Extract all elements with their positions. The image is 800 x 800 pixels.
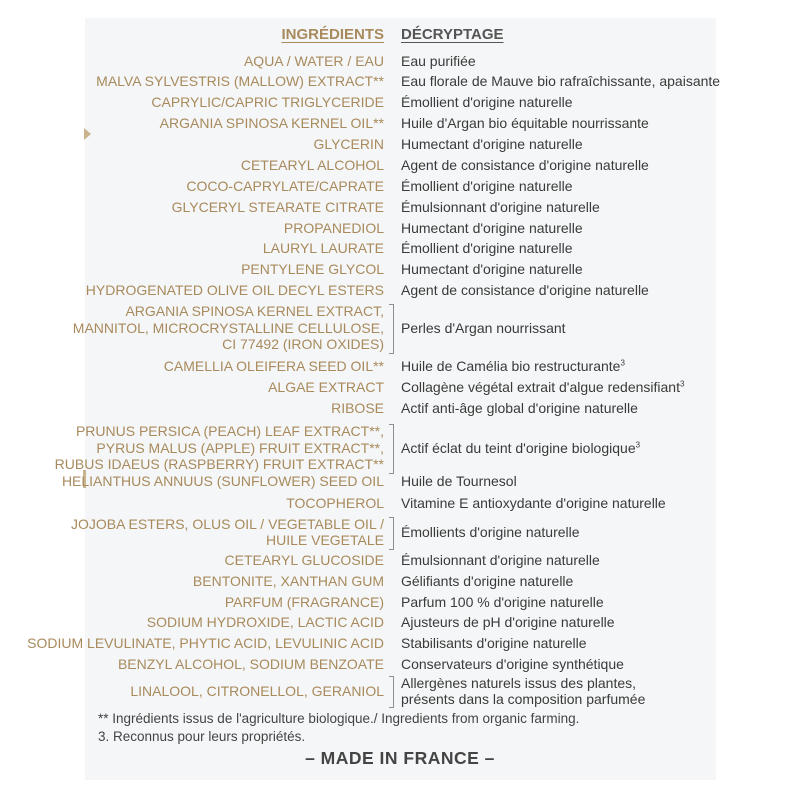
ingredient-name <box>130 682 384 700</box>
description-text: Huile de Tournesol <box>401 473 517 489</box>
ingredient-line: RIBOSE <box>331 400 384 416</box>
ingredient-name <box>151 93 384 111</box>
ingredient-name <box>186 177 384 195</box>
description-line <box>401 614 615 630</box>
ingredient-line: PRUNUS PERSICA (PEACH) LEAF EXTRACT**, <box>75 423 384 440</box>
ingredient-name <box>225 551 385 569</box>
ingredient-line: PROPANEDIOL <box>283 220 384 236</box>
description-line <box>401 282 649 298</box>
ingredient-description <box>401 552 600 568</box>
description-line <box>401 691 645 707</box>
description-line <box>401 675 645 691</box>
ingredient-name <box>241 260 384 278</box>
ingredient-description <box>401 400 638 416</box>
description-line <box>401 635 587 651</box>
ingredient-description <box>401 199 600 215</box>
description-line <box>401 220 583 236</box>
ingredient-name <box>71 516 384 549</box>
ingredient-description <box>401 358 625 374</box>
description-line <box>401 573 573 589</box>
description-text: Gélifiants d'origine naturelle <box>401 573 574 589</box>
footnote-organic: ** Ingrédients issus de l'agriculture biologique./ Ingredients from organic farming. <box>98 711 580 726</box>
ingredient-description <box>401 594 604 610</box>
description-line <box>401 320 566 336</box>
ingredient-description <box>401 473 517 489</box>
ingredient-name <box>118 655 384 673</box>
ingredient-description <box>401 656 624 672</box>
ingredient-description <box>401 261 583 277</box>
footnote-reference: 3. Reconnus pour leurs propriétés. <box>98 729 306 744</box>
decorative-arrow-shape <box>84 128 91 140</box>
description-text: Collagène végétal extrait d'algue redensifiant <box>401 379 680 395</box>
ingredient-name <box>147 613 384 631</box>
ingredient-description <box>401 282 649 298</box>
description-text: Émollients d'origine naturelle <box>401 524 580 540</box>
ingredient-line: LAURYL LAURATE <box>262 240 384 256</box>
ingredient-description <box>401 675 645 707</box>
ingredient-name <box>268 378 384 396</box>
description-text: Eau florale de Mauve bio rafraîchissante, apaisante <box>401 73 721 89</box>
ingredient-line: PYRUS MALUS (APPLE) FRUIT EXTRACT**, <box>96 439 384 456</box>
ingredient-line: JOJOBA ESTERS, OLUS OIL / VEGETABLE OIL / <box>70 515 384 532</box>
ingredient-line: ALGAE EXTRACT <box>268 379 384 395</box>
footnote-marker: 3 <box>620 358 625 368</box>
ingredient-line: HELIANTHUS ANNUUS (SUNFLOWER) SEED OIL <box>61 473 384 489</box>
ingredient-description <box>401 614 615 630</box>
ingredient-line: CETEARYL GLUCOSIDE <box>224 552 384 568</box>
ingredient-description <box>401 73 720 89</box>
made-in-france: – MADE IN FRANCE – <box>305 748 495 768</box>
ingredient-description <box>401 157 649 173</box>
description-line <box>401 594 604 610</box>
ingredient-line: PARFUM (FRAGRANCE) <box>224 594 384 610</box>
ingredient-name <box>86 281 384 299</box>
ingredient-description <box>401 115 649 131</box>
ingredient-name <box>172 198 384 216</box>
description-text: Émollient d'origine naturelle <box>401 240 573 256</box>
description-text: Perles d'Argan nourrissant <box>401 320 566 336</box>
description-line <box>401 495 666 511</box>
description-text: Émulsionnant d'origine naturelle <box>401 199 600 215</box>
description-line <box>401 656 624 672</box>
ingredient-line: SODIUM LEVULINATE, PHYTIC ACID, LEVULINIC ACID <box>27 635 384 651</box>
description-text: Conservateurs d'origine synthétique <box>401 656 624 672</box>
ingredient-line: HYDROGENATED OLIVE OIL DECYL ESTERS <box>85 282 384 298</box>
ingredient-line: RUBUS IDAEUS (RASPBERRY) FRUIT EXTRACT** <box>54 456 384 473</box>
ingredient-description <box>401 320 566 336</box>
description-text: Agent de consistance d'origine naturelle <box>401 282 649 298</box>
description-line <box>401 94 573 110</box>
description-line <box>401 524 580 540</box>
ingredient-description <box>401 53 476 69</box>
ingredient-line: BENZYL ALCOHOL, SODIUM BENZOATE <box>117 656 384 672</box>
description-line <box>401 261 583 277</box>
ingredient-description <box>401 379 684 395</box>
description-text: Humectant d'origine naturelle <box>401 220 583 236</box>
description-text: Parfum 100 % d'origine naturelle <box>401 594 604 610</box>
ingredient-name <box>55 423 384 473</box>
description-text: présents dans la composition parfumée <box>401 691 646 707</box>
description-line <box>401 115 649 131</box>
ingredient-name <box>164 357 384 375</box>
ingredient-name <box>73 303 384 353</box>
ingredient-line: CAMELLIA OLEIFERA SEED OIL** <box>163 358 384 374</box>
description-text: Émollient d'origine naturelle <box>401 94 573 110</box>
ingredient-line: TOCOPHEROL <box>286 495 384 511</box>
ingredient-name <box>263 239 384 257</box>
description-text: Eau purifiée <box>401 53 476 69</box>
description-line <box>401 73 720 89</box>
ingredient-description <box>401 136 583 152</box>
ingredient-description <box>401 240 573 256</box>
ingredient-name <box>241 156 384 174</box>
ingredient-line: MANNITOL, MICROCRYSTALLINE CELLULOSE, <box>72 319 384 336</box>
ingredient-line: MALVA SYLVESTRIS (MALLOW) EXTRACT** <box>96 73 384 89</box>
description-line <box>401 379 684 395</box>
ingredient-line: CI 77492 (IRON OXIDES) <box>222 336 384 353</box>
ingredient-line: SODIUM HYDROXIDE, LACTIC ACID <box>146 614 384 630</box>
ingredient-line: LINALOOL, CITRONELLOL, GERANIOL <box>130 683 384 699</box>
description-text: Vitamine E antioxydante d'origine naturelle <box>401 495 666 511</box>
description-text: Allergènes naturels issus des plantes, <box>401 675 637 691</box>
ingredient-description <box>401 178 573 194</box>
description-line <box>401 240 573 256</box>
decryptage-header: DÉCRYPTAGE <box>401 26 504 43</box>
ingredient-line: CAPRYLIC/CAPRIC TRIGLYCERIDE <box>151 94 384 110</box>
description-text: Huile de Camélia bio restructurante <box>401 358 621 374</box>
ingredient-line: HUILE VEGETALE <box>265 532 384 548</box>
ingredient-name <box>193 572 384 590</box>
ingredient-name <box>160 114 384 132</box>
description-line <box>401 440 640 456</box>
description-line <box>401 199 600 215</box>
ingredient-line: GLYCERIN <box>313 136 384 152</box>
ingredient-line: COCO-CAPRYLATE/CAPRATE <box>186 178 384 194</box>
group-bracket <box>389 517 394 550</box>
ingredient-line: ARGANIA SPINOSA KERNEL EXTRACT, <box>125 303 384 320</box>
ingredients-header: INGRÉDIENTS <box>281 26 384 43</box>
ingredient-line: AQUA / WATER / EAU <box>243 53 384 69</box>
description-text: Stabilisants d'origine naturelle <box>401 635 587 651</box>
ingredient-name <box>331 399 384 417</box>
footnote-marker: 3 <box>679 379 685 389</box>
description-text: Ajusteurs de pH d'origine naturelle <box>401 614 615 630</box>
footnote-marker: 3 <box>635 440 641 450</box>
ingredient-name <box>96 72 384 90</box>
description-line <box>401 53 476 69</box>
ingredient-name <box>225 593 384 611</box>
ingredient-name <box>244 52 384 70</box>
description-text: Émulsionnant d'origine naturelle <box>401 552 600 568</box>
description-text: Humectant d'origine naturelle <box>401 261 583 277</box>
description-line <box>401 136 583 152</box>
description-text: Actif éclat du teint d'origine biologique <box>401 440 636 456</box>
ingredient-description <box>401 524 580 540</box>
ingredient-line: PENTYLENE GLYCOL <box>241 261 384 277</box>
ingredient-description <box>401 440 640 456</box>
ingredient-description <box>401 635 587 651</box>
ingredient-line: CETEARYL ALCOHOL <box>240 157 384 173</box>
description-line <box>401 473 517 489</box>
group-bracket <box>389 424 394 474</box>
ingredient-line: GLYCERYL STEARATE CITRATE <box>171 199 384 215</box>
ingredient-description <box>401 94 573 110</box>
ingredient-name <box>313 135 384 153</box>
ingredient-name <box>27 634 384 652</box>
description-line <box>401 358 625 374</box>
ingredient-description <box>401 495 666 511</box>
ingredient-line: ARGANIA SPINOSA KERNEL OIL** <box>159 115 384 131</box>
ingredient-name <box>284 219 384 237</box>
ingredient-name <box>286 494 384 512</box>
description-text: Actif anti-âge global d'origine naturelle <box>401 400 638 416</box>
description-line <box>401 552 600 568</box>
description-line <box>401 157 649 173</box>
description-line <box>401 400 638 416</box>
ingredient-line: BENTONITE, XANTHAN GUM <box>192 573 384 589</box>
ingredient-name <box>62 472 384 490</box>
group-bracket <box>389 304 394 354</box>
description-text: Humectant d'origine naturelle <box>401 136 583 152</box>
description-text: Émollient d'origine naturelle <box>401 178 573 194</box>
description-text: Agent de consistance d'origine naturelle <box>401 157 649 173</box>
description-line <box>401 178 573 194</box>
ingredient-description <box>401 220 583 236</box>
description-text: Huile d'Argan bio équitable nourrissante <box>401 115 649 131</box>
ingredient-description <box>401 573 573 589</box>
group-bracket <box>389 676 394 708</box>
